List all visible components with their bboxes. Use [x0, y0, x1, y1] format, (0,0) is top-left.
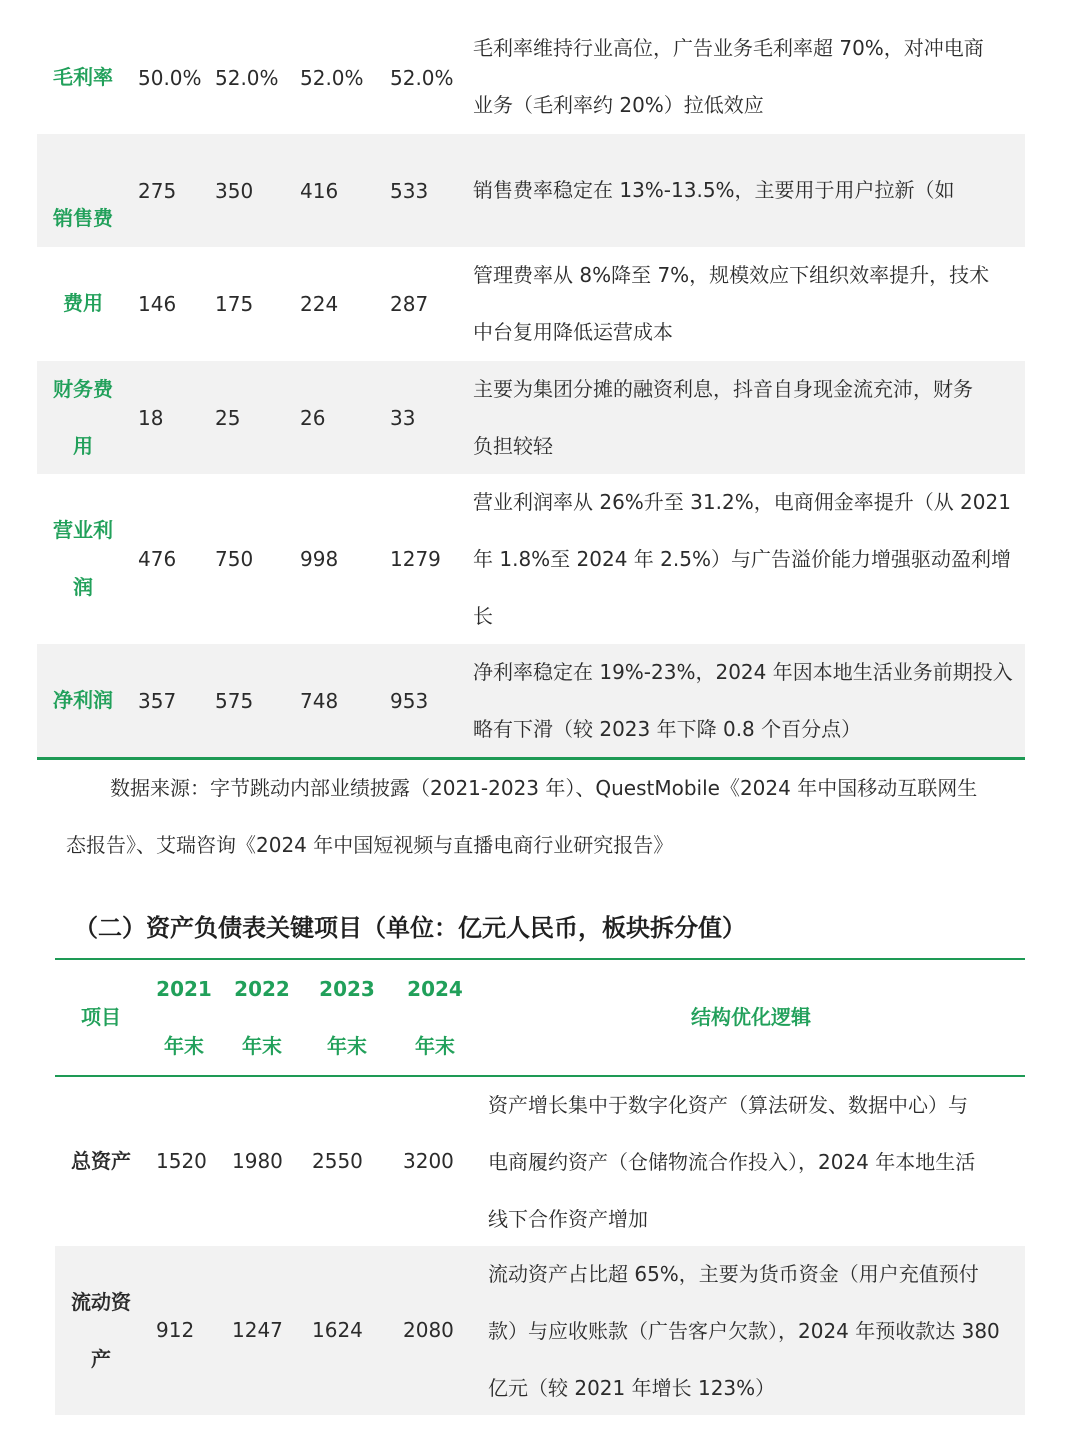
- value-2024: 287: [390, 292, 429, 316]
- value-2022: 575: [215, 689, 254, 713]
- header-year-2022: 2022 年末: [234, 977, 290, 1058]
- value-2021: 912: [156, 1318, 195, 1342]
- value-2023: 2550: [312, 1149, 363, 1173]
- row-label: 总资产: [71, 1149, 131, 1173]
- header-item: 项目: [81, 1005, 121, 1029]
- value-2021: 275: [138, 179, 177, 203]
- note-text: 销售费率稳定在 13%-13.5%，主要用于用户拉新（如: [473, 178, 955, 202]
- value-2023: 224: [300, 292, 339, 316]
- source-note: 数据来源：字节跳动内部业绩披露（2021-2023 年）、QuestMobile《2024 年中国移动互联网生 态报告》、艾瑞咨询《2024 年中国短视频与直播电商行业研究报告》: [66, 776, 978, 857]
- table-row: [55, 1246, 1025, 1415]
- value-2021: 1520: [156, 1149, 207, 1173]
- value-2022: 350: [215, 179, 254, 203]
- table-row: [37, 474, 1025, 644]
- value-2022: 1247: [232, 1318, 283, 1342]
- row-label: 财务费 用: [53, 377, 113, 458]
- value-2022: 25: [215, 406, 241, 430]
- value-2024: 533: [390, 179, 429, 203]
- value-2022: 175: [215, 292, 254, 316]
- row-label: 销售费: [53, 206, 113, 230]
- note-text: 毛利率维持行业高位，广告业务毛利率超 70%，对冲电商 业务（毛利率约 20%）拉低效应: [473, 36, 984, 117]
- value-2024: 33: [390, 406, 416, 430]
- value-2023: 748: [300, 689, 339, 713]
- value-2023: 52.0%: [300, 66, 364, 90]
- table-top-rule: [55, 958, 1025, 960]
- value-2024: 52.0%: [390, 66, 454, 90]
- value-2022: 52.0%: [215, 66, 279, 90]
- section-title: （二）资产负债表关键项目（单位：亿元人民币，板块拆分值）: [74, 914, 746, 942]
- value-2024: 2080: [403, 1318, 454, 1342]
- value-2022: 1980: [232, 1149, 283, 1173]
- value-2024: 3200: [403, 1149, 454, 1173]
- table-row: [37, 644, 1025, 758]
- header-year-2021: 2021 年末: [156, 977, 212, 1058]
- value-2021: 146: [138, 292, 177, 316]
- note-text: 主要为集团分摊的融资利息，抖音自身现金流充沛，财务 负担较轻: [473, 377, 973, 458]
- row-label: 费用: [63, 291, 103, 315]
- table-row: [37, 20, 1025, 134]
- value-2023: 998: [300, 547, 339, 571]
- note-text: 资产增长集中于数字化资产（算法研发、数据中心）与 电商履约资产（仓储物流合作投入），2024 年本地生活 线下合作资产增加: [488, 1093, 976, 1231]
- value-2021: 357: [138, 689, 177, 713]
- value-2023: 26: [300, 406, 326, 430]
- table-row: [37, 361, 1025, 474]
- row-label: 流动资 产: [71, 1290, 131, 1371]
- value-2021: 18: [138, 406, 164, 430]
- value-2021: 476: [138, 547, 177, 571]
- header-year-2023: 2023 年末: [319, 977, 375, 1058]
- row-label: 净利润: [53, 688, 113, 712]
- header-year-2024: 2024 年末: [407, 977, 463, 1058]
- value-2024: 953: [390, 689, 429, 713]
- note-text: 净利率稳定在 19%-23%，2024 年因本地生活业务前期投入 略有下滑（较 2023 年下降 0.8 个百分点）: [473, 660, 1013, 741]
- table-row: [55, 1077, 1025, 1246]
- value-2023: 416: [300, 179, 339, 203]
- row-label: 毛利率: [53, 65, 113, 89]
- table-row: [37, 247, 1025, 361]
- row-label: 营业利 润: [53, 518, 113, 599]
- value-2023: 1624: [312, 1318, 363, 1342]
- note-text: 流动资产占比超 65%，主要为货币资金（用户充值预付 款）与应收账款（广告客户欠款），2024 年预收款达 380 亿元（较 2021 年增长 123%）: [488, 1262, 1000, 1400]
- note-text: 管理费率从 8%降至 7%，规模效应下组织效率提升，技术 中台复用降低运营成本: [473, 263, 990, 344]
- value-2022: 750: [215, 547, 254, 571]
- value-2024: 1279: [390, 547, 441, 571]
- value-2021: 50.0%: [138, 66, 202, 90]
- note-text: 营业利润率从 26%升至 31.2%，电商佣金率提升（从 2021 年 1.8%至 2024 年 2.5%）与广告溢价能力增强驱动盈利增 长: [473, 490, 1011, 628]
- header-logic: 结构优化逻辑: [691, 1005, 811, 1029]
- table-row: [37, 134, 1025, 247]
